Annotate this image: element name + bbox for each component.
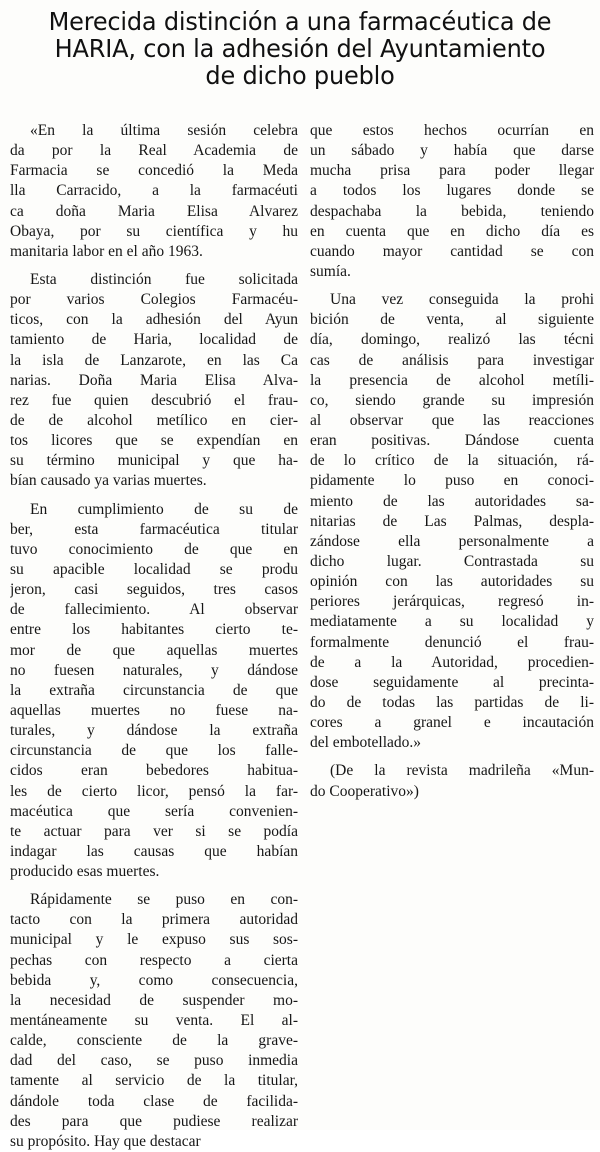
text-line: ber, esta farmacéutica titular bbox=[10, 520, 298, 538]
headline-line: de dicho pueblo bbox=[205, 61, 395, 90]
text-line: do Cooperativo») bbox=[310, 782, 419, 800]
text-line: indagar las causas que habían bbox=[10, 842, 298, 860]
text-line: tamiento de Haria, localidad de bbox=[10, 331, 298, 349]
text-line: do de todas las partidas de li- bbox=[310, 693, 594, 711]
text-line: la extraña circunstancia de que bbox=[10, 681, 298, 699]
text-line: macéutica que sería convenien- bbox=[10, 802, 298, 820]
text-line: municipal y le expuso sus sos- bbox=[10, 931, 298, 949]
text-line: nitarias de Las Palmas, despla- bbox=[310, 512, 594, 530]
text-line: Obaya, por su científica y hu bbox=[10, 222, 298, 240]
text-line: a todos los lugares donde se bbox=[310, 182, 594, 200]
text-line: que estos hechos ocurrían en bbox=[310, 122, 594, 139]
text-line: te actuar para ver si se podía bbox=[10, 822, 298, 840]
text-line: de de alcohol metílico en cier- bbox=[10, 411, 298, 429]
text-line: bebida y, como consecuencia, bbox=[10, 971, 298, 989]
text-line: Rápidamente se puso en con- bbox=[30, 891, 298, 909]
text-line: mor de que aquellas muertes bbox=[10, 641, 298, 659]
text-line: lla Carracido, a la farmacéuti bbox=[10, 182, 298, 200]
text-line: turales, y dándose la extraña bbox=[10, 722, 298, 740]
text-line: de fallecimiento. Al observar bbox=[10, 601, 298, 619]
text-line: rez fue quien descubrió el frau- bbox=[10, 391, 298, 409]
text-line: al observar que las reacciones bbox=[310, 411, 594, 429]
text-line: periores jerárquicas, regresó in- bbox=[310, 593, 594, 611]
text-line: Esta distinción fue solicitada bbox=[30, 270, 298, 288]
article-paragraph bbox=[310, 761, 594, 801]
text-line: mucha prisa para poder llegar bbox=[310, 162, 594, 180]
text-line: tamente al servicio de la titular, bbox=[10, 1072, 298, 1090]
text-line: miento de las autoridades sa- bbox=[310, 492, 594, 510]
text-line: Farmacia se concedió la Meda bbox=[10, 162, 298, 180]
text-line: jeron, casi seguidos, tres casos bbox=[10, 581, 298, 599]
text-line: opinión con las autoridades su bbox=[310, 573, 594, 591]
text-line: dicho lugar. Contrastada su bbox=[310, 552, 594, 570]
right-column bbox=[310, 121, 594, 802]
text-line: la isla de Lanzarote, en las Ca bbox=[10, 351, 298, 369]
article-paragraph bbox=[10, 890, 298, 1152]
headline-line: Merecida distinción a una farmacéutica de bbox=[48, 7, 552, 36]
text-line: no fuesen naturales, y dándose bbox=[10, 661, 298, 679]
text-line: En cumplimiento de su de bbox=[30, 500, 298, 518]
text-line: da por la Real Academia de bbox=[10, 142, 298, 160]
text-line: del embotellado.» bbox=[310, 734, 422, 752]
text-line: cuando mayor cantidad se con bbox=[310, 242, 594, 260]
text-line: pidamente lo puso en conoci- bbox=[310, 472, 594, 490]
text-line: tuvo conocimiento de que en bbox=[10, 540, 298, 558]
text-line: dándole toda clase de facilida- bbox=[10, 1092, 298, 1110]
text-line: la presencia de alcohol metíli- bbox=[310, 371, 594, 389]
text-line: mediatamente a su localidad y bbox=[310, 613, 594, 631]
headline bbox=[31, 8, 569, 89]
text-line: en cuenta que en dicho día es bbox=[310, 222, 594, 240]
article-paragraph bbox=[310, 121, 594, 282]
article-paragraph bbox=[10, 270, 298, 492]
text-line: Una vez conseguida la prohi bbox=[330, 291, 594, 309]
text-line: día, domingo, realizó las técni bbox=[310, 331, 594, 349]
text-line: su término municipal y que ha- bbox=[10, 452, 298, 470]
text-line: ca doña Maria Elisa Alvarez bbox=[10, 202, 298, 220]
text-line: des para que pudiese realizar bbox=[10, 1112, 298, 1130]
text-line: tacto con la primera autoridad bbox=[10, 911, 298, 929]
text-line: cidos eran bebedores habitua- bbox=[10, 762, 298, 780]
text-line: bían causado ya varias muertes. bbox=[10, 472, 207, 490]
article-paragraph bbox=[10, 121, 298, 262]
text-line: narias. Doña Maria Elisa Alva- bbox=[10, 371, 298, 389]
text-line: aquellas muertes no fuese na- bbox=[10, 701, 298, 719]
text-line: ticos, con la adhesión del Ayun bbox=[10, 311, 298, 329]
text-line: co, siendo grande su impresión bbox=[310, 391, 594, 409]
text-line: despachaba la bebida, teniendo bbox=[310, 202, 594, 220]
text-line: circunstancia de que los falle- bbox=[10, 742, 298, 760]
text-line: bición de venta, al siguiente bbox=[310, 311, 594, 329]
text-line: manitaria labor en el año 1963. bbox=[10, 242, 203, 260]
text-line: «En la última sesión celebra bbox=[30, 122, 298, 139]
left-column bbox=[10, 121, 298, 1152]
text-line: eran positivas. Dándose cuenta bbox=[310, 432, 594, 450]
text-line: un sábado y había que darse bbox=[310, 142, 594, 160]
text-line: dose seguidamente al precinta- bbox=[310, 673, 594, 691]
text-line: entre los habitantes cierto te- bbox=[10, 621, 298, 639]
article-paragraph bbox=[310, 290, 594, 753]
text-line: por varios Colegios Farmacéu- bbox=[10, 291, 298, 309]
text-line: de lo crítico de la situación, rá- bbox=[310, 452, 594, 470]
text-line: producido esas muertes. bbox=[10, 863, 160, 881]
text-line: su apacible localidad se produ bbox=[10, 560, 298, 578]
headline-line: HARIA, con la adhesión del Ayuntamiento bbox=[54, 34, 546, 63]
text-line: cas de análisis para investigar bbox=[310, 351, 594, 369]
text-line: zándose ella personalmente a bbox=[310, 532, 594, 550]
text-line: formalmente denunció el frau- bbox=[310, 633, 594, 651]
text-line: mentáneamente su venta. El al- bbox=[10, 1012, 298, 1030]
text-line: dad del caso, se puso inmedia bbox=[10, 1052, 298, 1070]
text-line: sumía. bbox=[310, 262, 351, 280]
text-line: les de cierto licor, pensó la far- bbox=[10, 782, 298, 800]
text-line: tos licores que se expendían en bbox=[10, 432, 298, 450]
article-paragraph bbox=[10, 500, 298, 883]
text-line: calde, consciente de la grave- bbox=[10, 1032, 298, 1050]
text-line: cores a granel e incautación bbox=[310, 714, 594, 732]
text-line: (De la revista madrileña «Mun- bbox=[330, 762, 594, 780]
text-line: su propósito. Hay que destacar bbox=[10, 1132, 201, 1150]
text-line: pechas con respecto a cierta bbox=[10, 951, 298, 969]
text-line: de a la Autoridad, procedien- bbox=[310, 653, 594, 671]
text-line: la necesidad de suspender mo- bbox=[10, 991, 298, 1009]
